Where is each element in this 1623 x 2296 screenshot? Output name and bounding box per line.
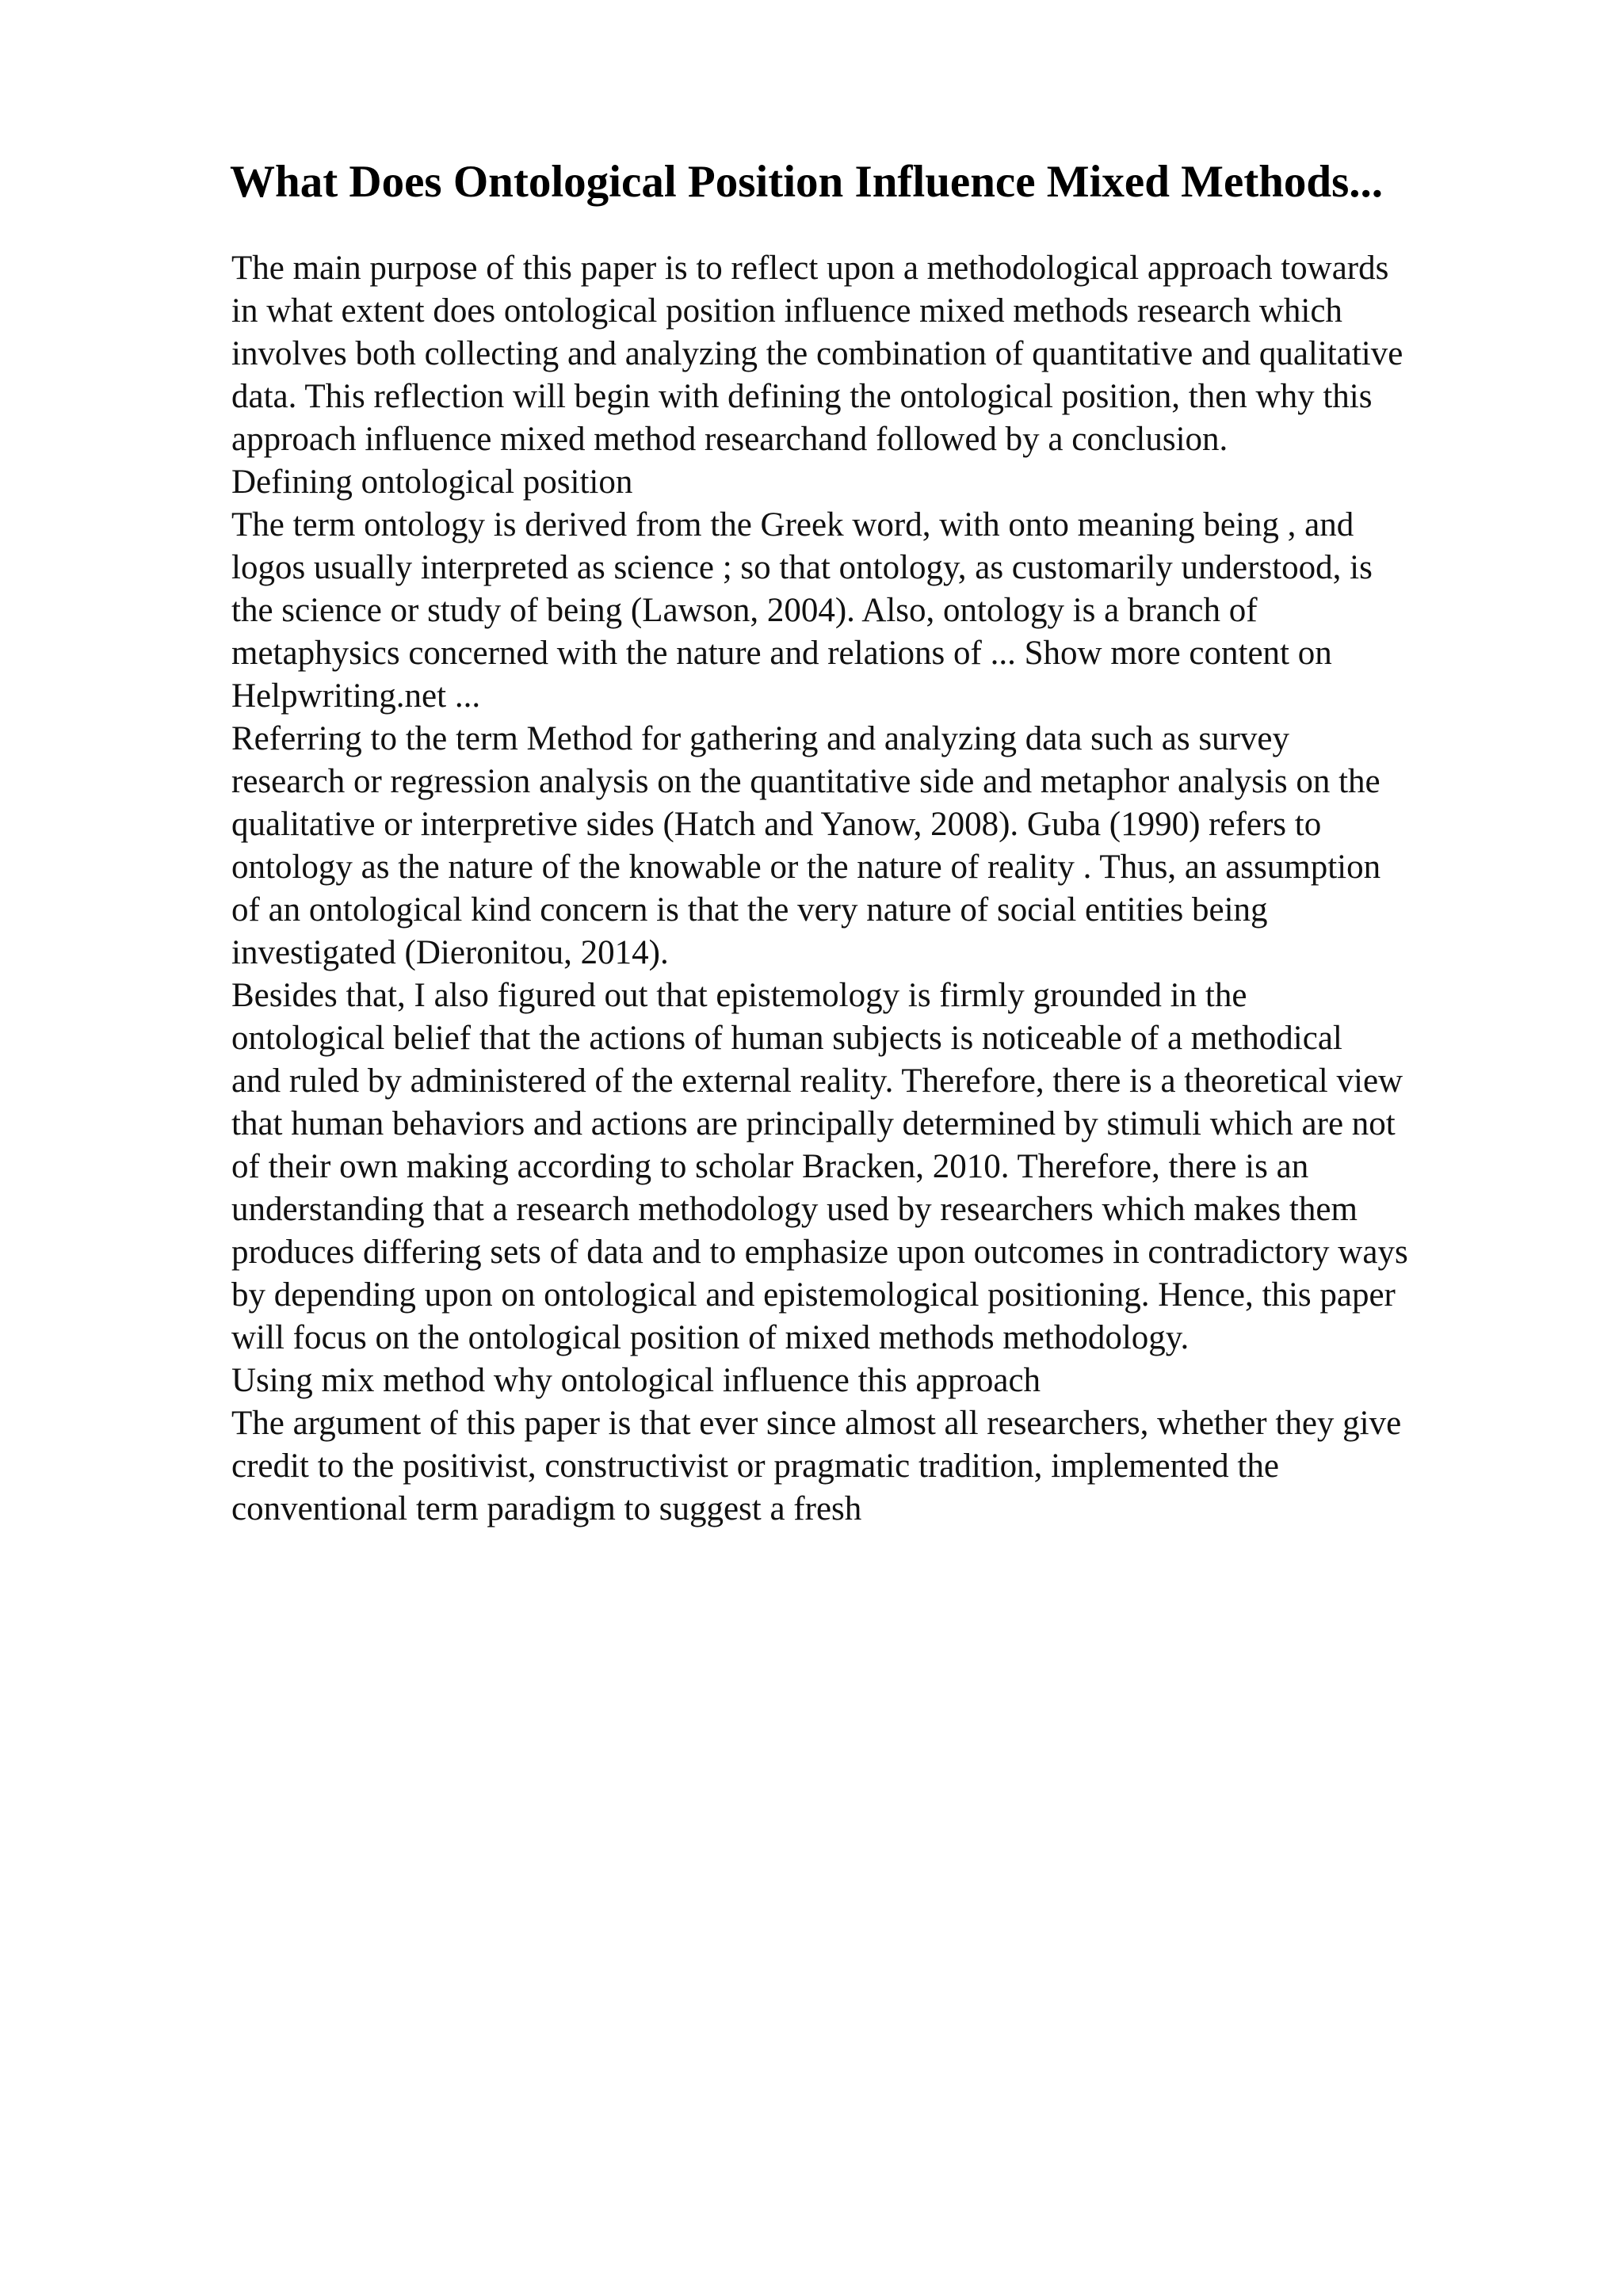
body-line: The argument of this paper is that ever since almost all researchers, whether they give [231,1405,1402,1442]
body-line: and ruled by administered of the external reality. Therefore, there is a theoretical view [231,1062,1403,1100]
body-line: the science or study of being (Lawson, 2004). Also, ontology is a branch of [231,592,1258,629]
body-line: of an ontological kind concern is that the very nature of social entities being [231,891,1268,929]
body-line: The main purpose of this paper is to reflect upon a methodological approach towards [231,250,1389,287]
body-line: Helpwriting.net ... [231,677,481,715]
body-line: by depending upon on ontological and epistemological positioning. Hence, this paper [231,1276,1396,1314]
body-line: approach influence mixed method researchand followed by a conclusion. [231,421,1228,458]
body-line: qualitative or interpretive sides (Hatch and Yanow, 2008). Guba (1990) refers to [231,806,1322,843]
body-line: credit to the positivist, constructivist or pragmatic tradition, implemented the [231,1447,1279,1485]
body-line: data. This reflection will begin with defining the ontological position, then why this [231,378,1373,415]
body-line: involves both collecting and analyzing the combination of quantitative and qualitative [231,335,1403,372]
body-line: will focus on the ontological position of mixed methods methodology. [231,1319,1190,1356]
body-line: metaphysics concerned with the nature and relations of ... Show more content on [231,635,1332,672]
body-line: logos usually interpreted as science ; so that ontology, as customarily understood, is [231,549,1373,586]
body-line: The term ontology is derived from the Greek word, with onto meaning being , and [231,506,1354,543]
section-heading-line: Defining ontological position [231,463,633,501]
body-line: produces differing sets of data and to emphasize upon outcomes in contradictory ways [231,1234,1408,1271]
body-line: ontology as the nature of the knowable or the nature of reality . Thus, an assumption [231,849,1381,886]
body-line: conventional term paradigm to suggest a fresh [231,1490,862,1527]
section-heading-line: Using mix method why ontological influence this approach [231,1362,1041,1399]
body-line: understanding that a research methodology used by researchers which makes them [231,1191,1358,1228]
body-line: in what extent does ontological position influence mixed methods research which [231,292,1342,330]
body-line: ontological belief that the actions of human subjects is noticeable of a methodical [231,1020,1342,1057]
body-line: Referring to the term Method for gathering and analyzing data such as survey [231,720,1289,757]
body-line: research or regression analysis on the quantitative side and metaphor analysis on the [231,763,1381,800]
body-line: of their own making according to scholar Bracken, 2010. Therefore, there is an [231,1148,1309,1185]
body-line: investigated (Dieronitou, 2014). [231,934,669,971]
body-line: that human behaviors and actions are principally determined by stimuli which are not [231,1105,1396,1142]
body-line: Besides that, I also figured out that epistemology is firmly grounded in the [231,977,1247,1014]
document-body [231,247,1531,1531]
document-title: What Does Ontological Position Influence Mixed Methods... [230,157,1384,207]
